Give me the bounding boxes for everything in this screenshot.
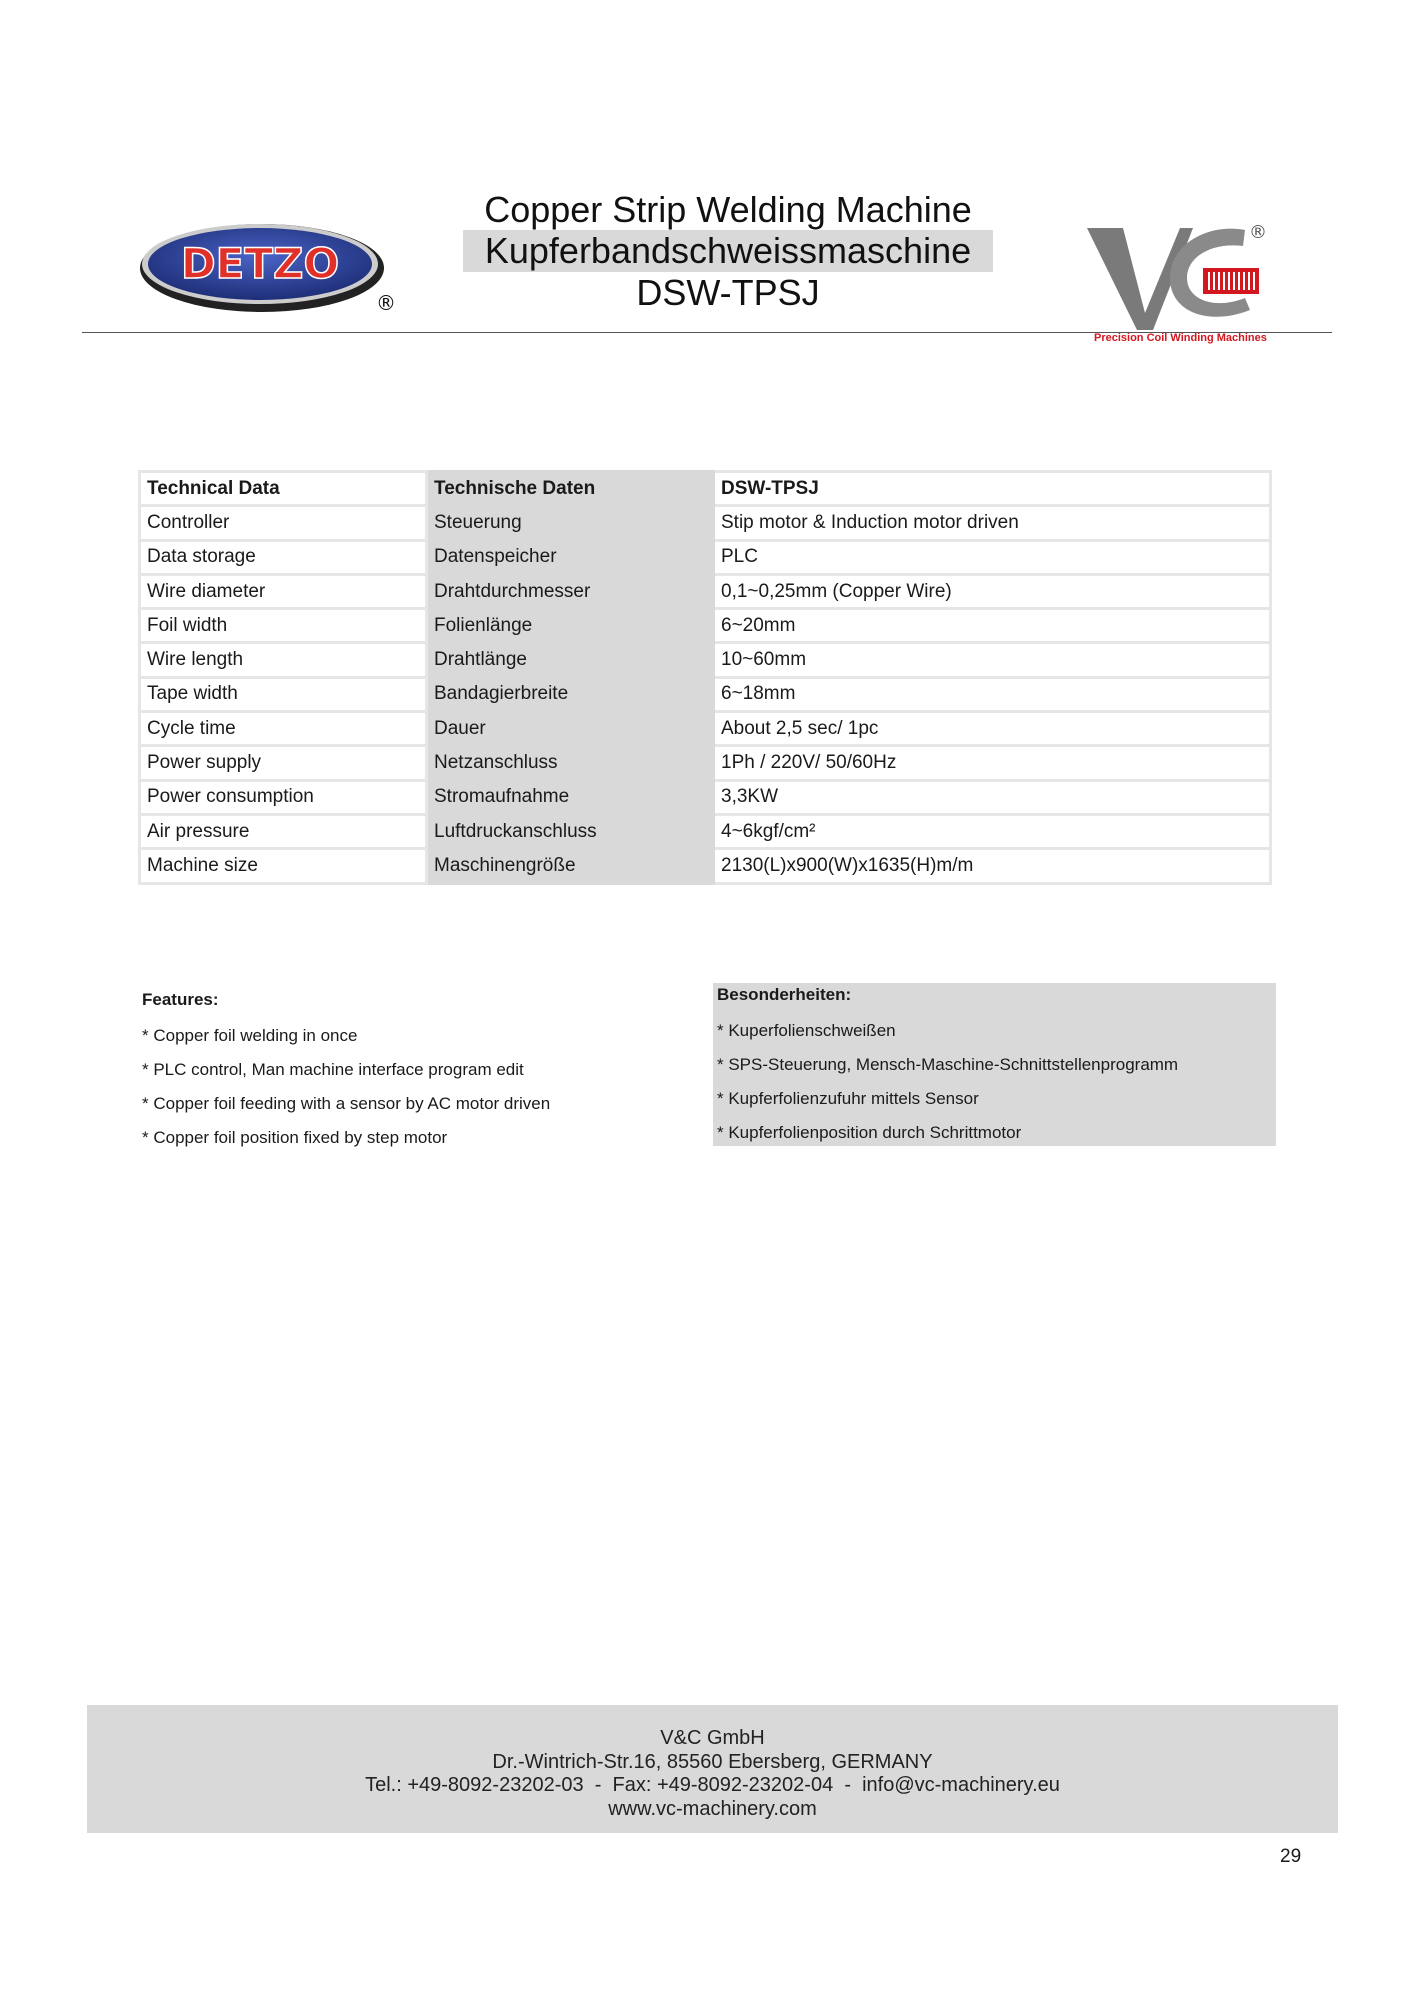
spec-label-en: Cycle time [140, 712, 427, 746]
spec-label-en: Machine size [140, 849, 427, 883]
spec-label-de: Drahtlänge [427, 643, 714, 677]
spec-label-de: Luftdruckanschluss [427, 814, 714, 848]
spec-value: PLC [714, 540, 1271, 574]
spec-value: 3,3KW [714, 780, 1271, 814]
spec-label-en: Wire diameter [140, 574, 427, 608]
spec-label-en: Data storage [140, 540, 427, 574]
features-section [142, 990, 702, 1162]
spec-table [138, 470, 1272, 885]
spec-label-en: Controller [140, 506, 427, 540]
feature-item: * Copper foil position fixed by step motor [142, 1128, 448, 1147]
spec-value: Stip motor & Induction motor driven [714, 506, 1271, 540]
spec-value: 0,1~0,25mm (Copper Wire) [714, 574, 1271, 608]
spec-label-de: Stromaufnahme [427, 780, 714, 814]
spec-label-en: Technical Data [140, 472, 427, 506]
detzo-registered-mark: ® [376, 291, 396, 315]
spec-label-de: Steuerung [427, 506, 714, 540]
spec-label-de: Dauer [427, 712, 714, 746]
table-header-row [140, 472, 1271, 506]
spec-label-en: Wire length [140, 643, 427, 677]
spec-value: 10~60mm [714, 643, 1271, 677]
spec-value: DSW-TPSJ [714, 472, 1271, 506]
spec-label-de: Technische Daten [427, 472, 714, 506]
table-row [140, 506, 1271, 540]
table-row [140, 643, 1271, 677]
spec-value: About 2,5 sec/ 1pc [714, 712, 1271, 746]
spec-label-de: Datenspeicher [427, 540, 714, 574]
spec-label-en: Tape width [140, 677, 427, 711]
table-row [140, 849, 1271, 883]
features-title: Features: [142, 990, 219, 1009]
besonderheiten-section [713, 983, 1276, 1146]
spec-label-de: Netzanschluss [427, 746, 714, 780]
footer-company: V&C GmbH [660, 1727, 765, 1749]
model-number: DSW-TPSJ [636, 272, 820, 313]
spec-value: 4~6kgf/cm² [714, 814, 1271, 848]
spec-label-de: Drahtdurchmesser [427, 574, 714, 608]
page-number: 29 [1280, 1846, 1302, 1867]
title-german: Kupferbandschweissmaschine [463, 230, 993, 272]
detzo-logo [138, 218, 396, 315]
besonderheiten-item: * SPS-Steuerung, Mensch-Maschine-Schnittstellenprogramm [717, 1055, 1179, 1074]
besonderheiten-item: * Kuperfolienschweißen [717, 1021, 896, 1040]
table-row [140, 540, 1271, 574]
table-row [140, 746, 1271, 780]
spec-value: 6~18mm [714, 677, 1271, 711]
vc-logo [1085, 218, 1275, 343]
table-row [140, 677, 1271, 711]
title-english: Copper Strip Welding Machine [484, 189, 972, 230]
spec-label-en: Power supply [140, 746, 427, 780]
spec-label-de: Maschinengröße [427, 849, 714, 883]
feature-item: * PLC control, Man machine interface program edit [142, 1060, 524, 1079]
feature-item: * Copper foil welding in once [142, 1026, 358, 1045]
spec-label-en: Air pressure [140, 814, 427, 848]
spec-value: 2130(L)x900(W)x1635(H)m/m [714, 849, 1271, 883]
besonderheiten-title: Besonderheiten: [717, 985, 852, 1004]
footer-contact-line: Tel.: +49-8092-23202-03 - Fax: +49-8092-23202-04 - info@vc-machinery.eu [365, 1774, 1060, 1796]
footer-address: Dr.-Wintrich-Str.16, 85560 Ebersberg, GERMANY [492, 1750, 933, 1773]
footer-website[interactable]: www.vc-machinery.com [608, 1797, 817, 1820]
table-row [140, 780, 1271, 814]
vc-registered-mark: ® [1249, 222, 1267, 243]
spec-value: 6~20mm [714, 609, 1271, 643]
spec-label-en: Foil width [140, 609, 427, 643]
table-row [140, 574, 1271, 608]
besonderheiten-item: * Kupferfolienposition durch Schrittmotor [717, 1123, 1022, 1142]
footer-contact [87, 1705, 1338, 1833]
spec-label-de: Bandagierbreite [427, 677, 714, 711]
besonderheiten-item: * Kupferfolienzufuhr mittels Sensor [717, 1089, 979, 1108]
spec-value: 1Ph / 220V/ 50/60Hz [714, 746, 1271, 780]
spec-label-de: Folienlänge [427, 609, 714, 643]
spec-label-en: Power consumption [140, 780, 427, 814]
detzo-wordmark: DETZO [180, 239, 340, 288]
feature-item: * Copper foil feeding with a sensor by AC motor driven [142, 1094, 551, 1113]
table-row [140, 814, 1271, 848]
table-row [140, 609, 1271, 643]
vc-tagline: Precision Coil Winding Machines [1094, 332, 1267, 344]
table-row [140, 712, 1271, 746]
